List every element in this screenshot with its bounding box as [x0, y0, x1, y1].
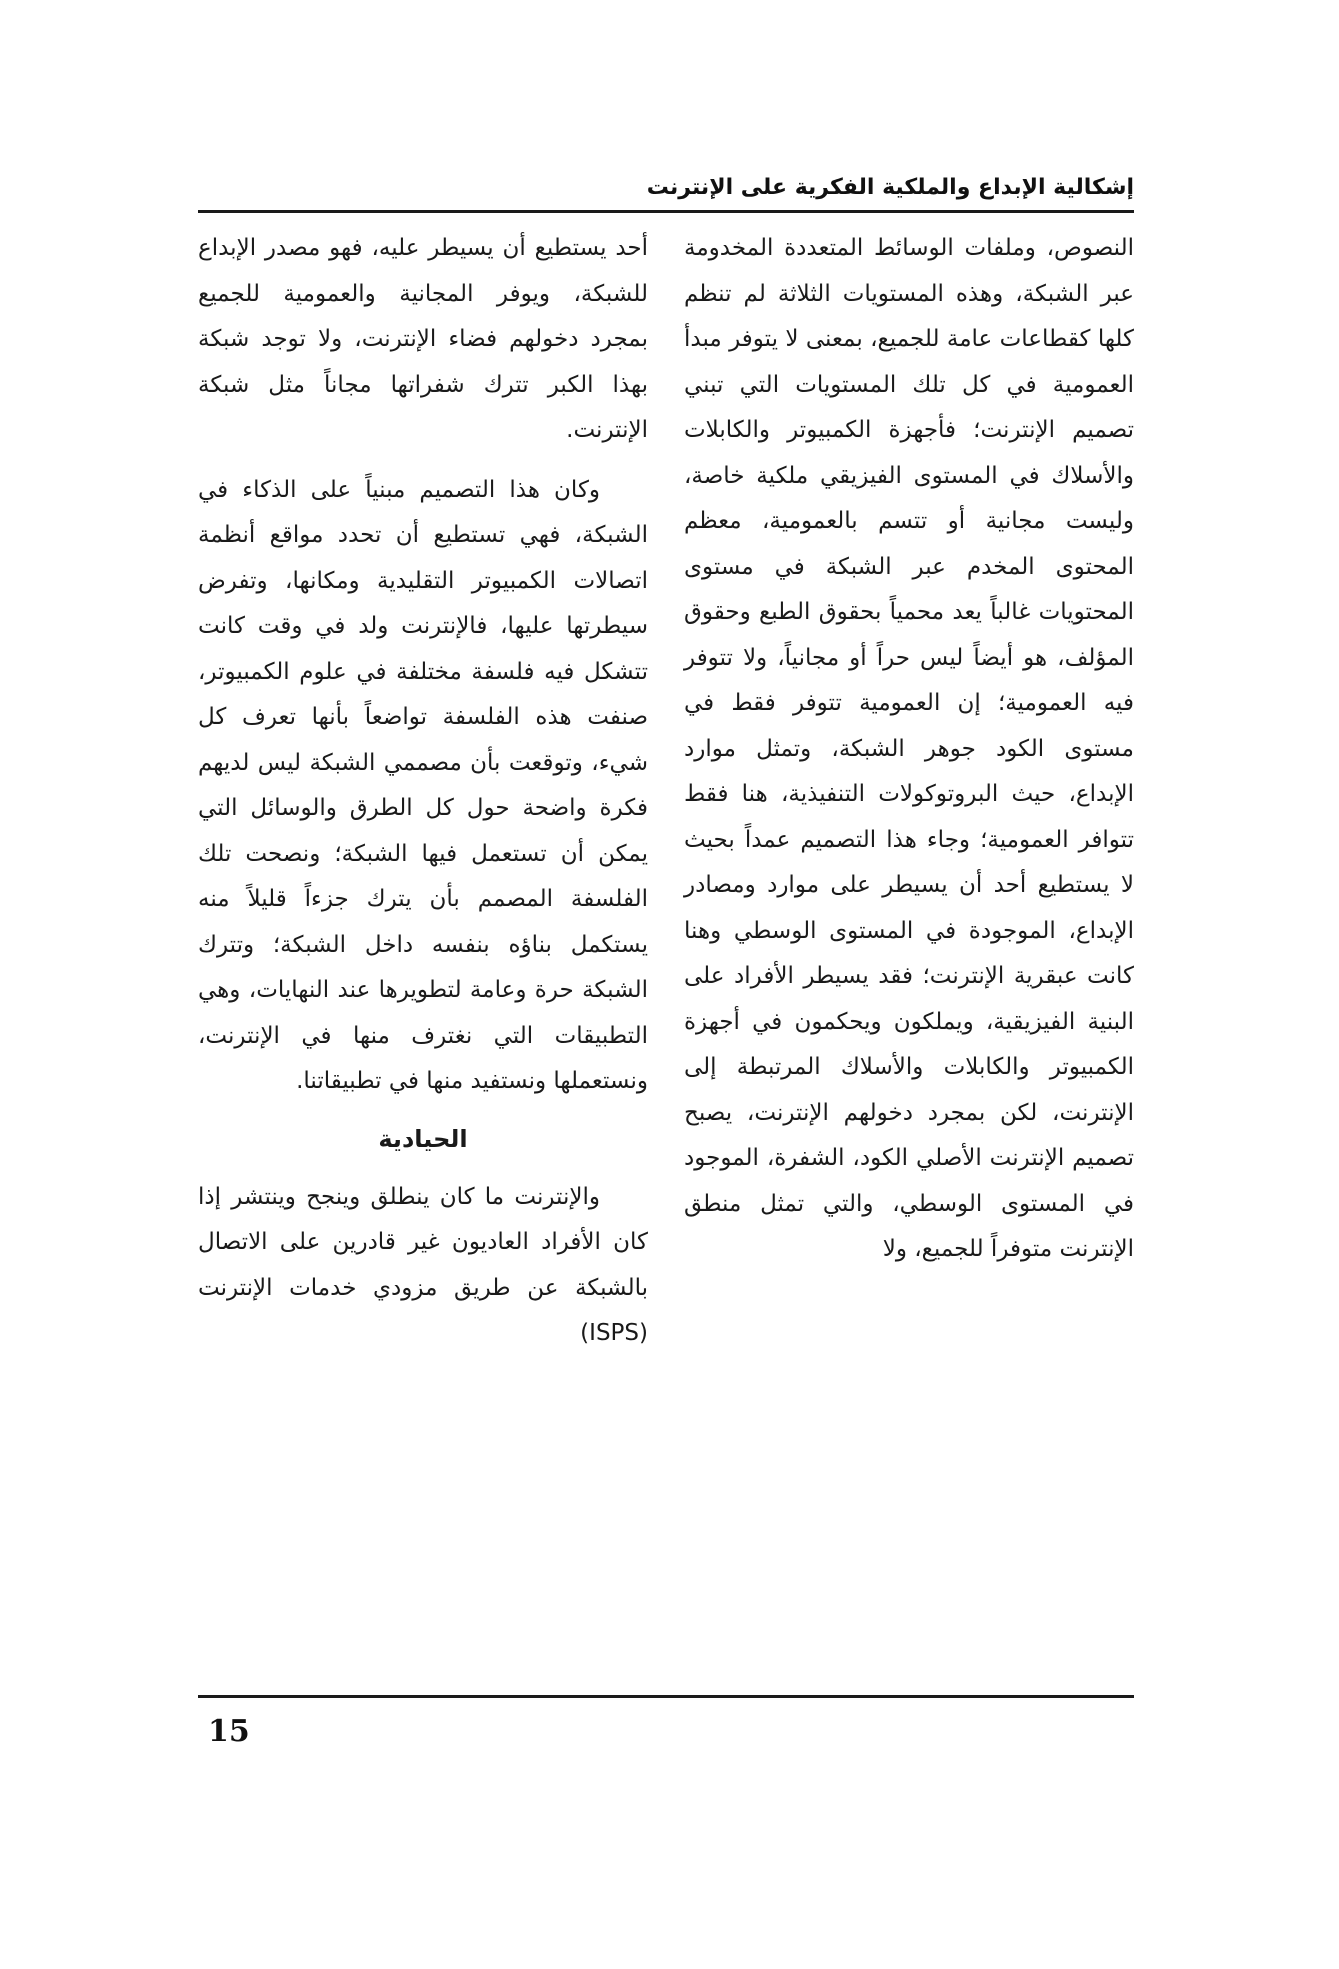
footer-rule [198, 1695, 1134, 1698]
running-title: إشكالية الإبداع والملكية الفكرية على الإنترنت [646, 175, 1134, 200]
left-column [198, 226, 648, 1357]
page-number: 15 [208, 1714, 250, 1749]
left-column-paragraph-1: أحد يستطيع أن يسيطر عليه، فهو مصدر الإبداع للشبكة، ويوفر المجانية والعمومية للجميع بمجرد دخولهم فضاء الإنترنت، ولا توجد شبكة بهذا الكبر تترك شفراتها مجاناً مثل شبكة الإنترنت. [198, 235, 648, 443]
running-head [0, 172, 1339, 208]
section-heading: الحيادية [378, 1124, 468, 1153]
left-column-paragraph-2: وكان هذا التصميم مبنياً على الذكاء في الشبكة، فهي تستطيع أن تحدد مواقع أنظمة اتصالات الكمبيوتر التقليدية ومكانها، وتفرض سيطرتها عليها، فالإنترنت ولد في وقت كانت تتشكل فيه فلسفة مختلفة في علوم الكمبيوتر، صنفت هذه الفلسفة تواضعاً بأنها تعرف كل شيء، وتوقعت بأن مصممي الشبكة ليس لديهم فكرة واضحة حول كل الطرق والوسائل التي يمكن أن تستعمل فيها الشبكة؛ ونصحت تلك الفلسفة المصمم بأن يترك جزءاً قليلاً منه يستكمل بناؤه بنفسه داخل الشبكة؛ وتترك الشبكة حرة وعامة لتطويرها عند النهايات، وهي التطبيقات التي نغترف منها في الإنترنت، ونستعملها ونستفيد منها في تطبيقاتنا. [198, 476, 648, 1094]
right-column [684, 226, 1134, 1273]
left-column-paragraph-3: والإنترنت ما كان ينطلق وينجح وينتشر إذا كان الأفراد العاديون غير قادرين على الاتصال بالشبكة عن طريق مزودي خدمات الإنترنت (ISPS) [198, 1183, 648, 1346]
right-column-paragraph: النصوص، وملفات الوسائط المتعددة المخدومة عبر الشبكة، وهذه المستويات الثلاثة لم تنظم كلها كقطاعات عامة للجميع، بمعنى لا يتوفر مبدأ العمومية في كل تلك المستويات التي تبني تصميم الإنترنت؛ فأجهزة الكمبيوتر والكابلات والأسلاك في المستوى الفيزيقي ملكية خاصة، وليست مجانية أو تتسم بالعمومية، معظم المحتوى المخدم عبر الشبكة في مستوى المحتويات غالباً يعد محمياً بحقوق الطبع وحقوق المؤلف، هو أيضاً ليس حراً أو مجانياً، ولا تتوفر فيه العمومية؛ إن العمومية تتوفر فقط في مستوى الكود جوهر الشبكة، وتمثل موارد الإبداع، حيث البروتوكولات التنفيذية، هنا فقط تتوافر العمومية؛ وجاء هذا التصميم عمداً بحيث لا يستطيع أحد أن يسيطر على موارد ومصادر الإبداع، الموجودة في المستوى الوسطي وهنا كانت عبقرية الإنترنت؛ فقد يسيطر الأفراد على البنية الفيزيقية، ويملكون ويحكمون في أجهزة الكمبيوتر والكابلات والأسلاك المرتبطة إلى الإنترنت، لكن بمجرد دخولهم الإنترنت، يصبح تصميم الإنترنت الأصلي الكود، الشفرة، الموجود في المستوى الوسطي، والتي تمثل منطق الإنترنت متوفراً للجميع، ولا [684, 235, 1134, 1262]
header-rule [198, 210, 1134, 213]
